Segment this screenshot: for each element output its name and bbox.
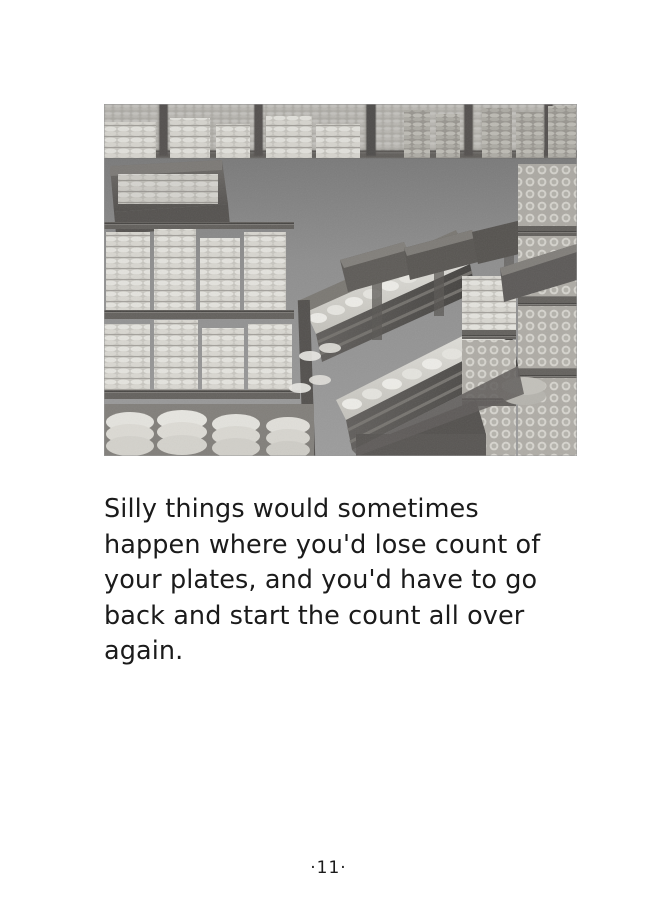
- page-number: ·11·: [310, 858, 347, 878]
- photo-illustration: [104, 104, 577, 456]
- page-caption-text: Silly things would sometimes happen where you'd lose count of your plates, and you'd have to go back and start the count all over again.: [104, 494, 541, 666]
- pottery-warehouse-photo: [104, 104, 577, 456]
